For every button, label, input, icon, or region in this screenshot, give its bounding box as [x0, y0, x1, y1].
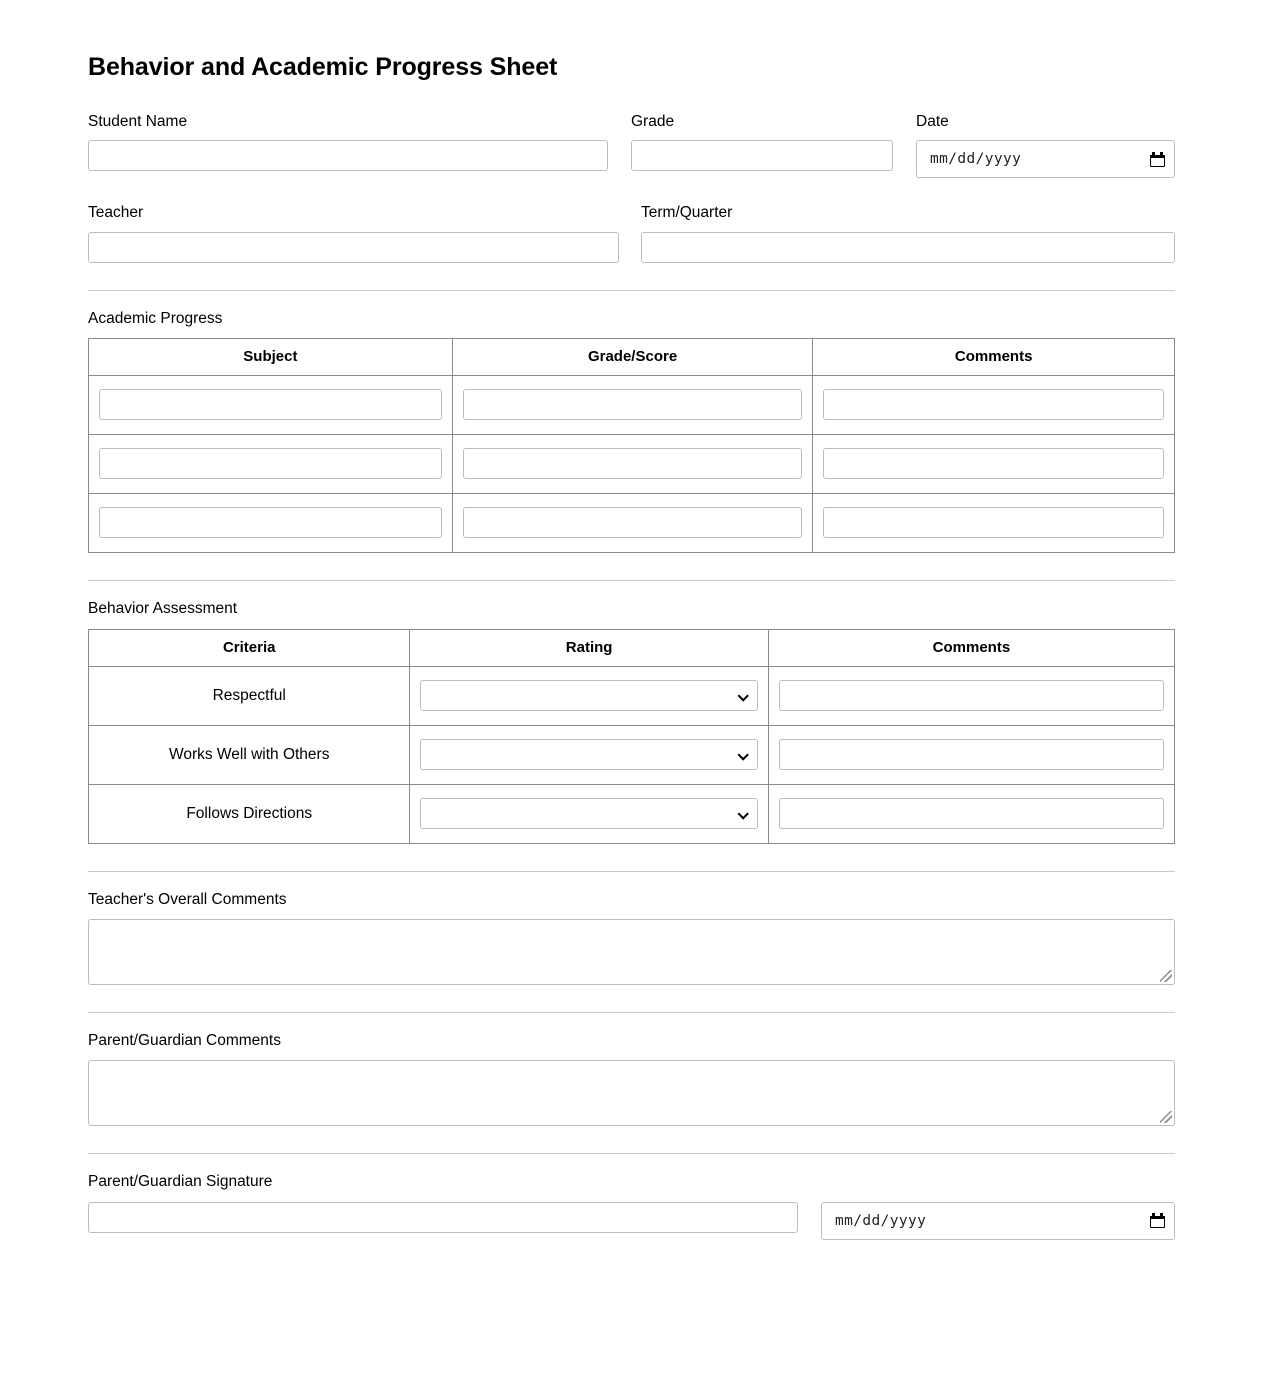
- academic-progress-table: [88, 338, 1175, 553]
- section-parent-comments: [88, 1013, 1175, 1126]
- table-row: [89, 494, 1175, 553]
- table-header-row: [89, 339, 1175, 376]
- cell-subject: [89, 494, 453, 553]
- calendar-icon[interactable]: [1150, 152, 1165, 167]
- teacher-input[interactable]: [88, 232, 619, 263]
- academic-subject-input-1[interactable]: [99, 389, 442, 420]
- criteria-label-respectful: Respectful: [89, 666, 410, 725]
- behavior-comments-input-works-well-with-others[interactable]: [779, 739, 1164, 770]
- field-teacher: [88, 203, 619, 262]
- cell-comments: [813, 435, 1175, 494]
- teacher-comments-label: Teacher's Overall Comments: [88, 890, 287, 908]
- rating-select-follows-directions[interactable]: [420, 798, 757, 829]
- academic-subject-input-2[interactable]: [99, 448, 442, 479]
- teacher-comments-textarea[interactable]: [88, 919, 1175, 985]
- chevron-down-icon: [739, 751, 748, 757]
- table-header-row: [89, 629, 1175, 666]
- table-row: [89, 376, 1175, 435]
- section-signature: [88, 1154, 1175, 1239]
- cell-comments: [768, 666, 1174, 725]
- column-header-subject: Subject: [89, 339, 453, 376]
- term-quarter-label: Term/Quarter: [641, 204, 733, 222]
- student-name-input[interactable]: [88, 140, 608, 171]
- resize-handle-icon[interactable]: [1160, 970, 1172, 982]
- column-header-comments: Comments: [813, 339, 1175, 376]
- signature-input[interactable]: [88, 1202, 798, 1233]
- cell-grade-score: [452, 376, 813, 435]
- behavior-assessment-table: [88, 629, 1175, 844]
- section-teacher-comments: [88, 872, 1175, 985]
- resize-handle-icon[interactable]: [1160, 1111, 1172, 1123]
- cell-comments: [768, 725, 1174, 784]
- date-input[interactable]: [916, 140, 1175, 178]
- criteria-label-works-well-with-others: Works Well with Others: [89, 725, 410, 784]
- date-label: Date: [916, 113, 949, 130]
- parent-comments-label: Parent/Guardian Comments: [88, 1031, 281, 1049]
- header-row-primary: [88, 112, 1175, 178]
- cell-subject: [89, 435, 453, 494]
- criteria-label-follows-directions: Follows Directions: [89, 784, 410, 843]
- section-academic-progress: [88, 291, 1175, 553]
- signature-date-placeholder: mm/dd/yyyy: [835, 1212, 927, 1229]
- chevron-down-icon: [739, 810, 748, 816]
- column-header-comments: Comments: [768, 629, 1174, 666]
- academic-grade-input-3[interactable]: [463, 507, 803, 538]
- field-grade: [631, 112, 893, 171]
- rating-select-respectful[interactable]: [420, 680, 757, 711]
- academic-comments-input-2[interactable]: [823, 448, 1164, 479]
- behavior-assessment-label: Behavior Assessment: [88, 600, 238, 618]
- cell-grade-score: [452, 435, 813, 494]
- page-title: Behavior and Academic Progress Sheet: [88, 53, 558, 81]
- grade-label: Grade: [631, 113, 675, 130]
- cell-comments: [813, 376, 1175, 435]
- header-row-secondary: [88, 203, 1175, 262]
- grade-input[interactable]: [631, 140, 893, 171]
- cell-rating: [410, 725, 768, 784]
- cell-subject: [89, 376, 453, 435]
- field-signature: [88, 1202, 798, 1233]
- academic-subject-input-3[interactable]: [99, 507, 442, 538]
- cell-rating: [410, 666, 768, 725]
- cell-rating: [410, 784, 768, 843]
- academic-grade-input-2[interactable]: [463, 448, 803, 479]
- signature-row: [88, 1202, 1175, 1240]
- cell-comments: [768, 784, 1174, 843]
- rating-select-works-well-with-others[interactable]: [420, 739, 757, 770]
- field-term-quarter: [641, 203, 1175, 262]
- table-row: [89, 435, 1175, 494]
- student-name-label: Student Name: [88, 113, 188, 130]
- table-row: [89, 725, 1175, 784]
- parent-comments-textarea[interactable]: [88, 1060, 1175, 1126]
- academic-grade-input-1[interactable]: [463, 389, 803, 420]
- date-placeholder: mm/dd/yyyy: [930, 151, 1022, 168]
- cell-grade-score: [452, 494, 813, 553]
- teacher-label: Teacher: [88, 204, 144, 222]
- section-behavior-assessment: [88, 581, 1175, 843]
- field-signature-date: [821, 1202, 1175, 1240]
- column-header-grade-score: Grade/Score: [452, 339, 813, 376]
- column-header-rating: Rating: [410, 629, 768, 666]
- signature-label: Parent/Guardian Signature: [88, 1173, 273, 1191]
- academic-progress-label: Academic Progress: [88, 309, 223, 327]
- field-date: [916, 112, 1175, 178]
- field-student-name: [88, 112, 608, 171]
- behavior-comments-input-respectful[interactable]: [779, 680, 1164, 711]
- behavior-comments-input-follows-directions[interactable]: [779, 798, 1164, 829]
- table-row: [89, 666, 1175, 725]
- calendar-icon[interactable]: [1150, 1213, 1165, 1228]
- column-header-criteria: Criteria: [89, 629, 410, 666]
- academic-comments-input-3[interactable]: [823, 507, 1164, 538]
- chevron-down-icon: [739, 692, 748, 698]
- cell-comments: [813, 494, 1175, 553]
- signature-date-input[interactable]: [821, 1202, 1175, 1240]
- table-row: [89, 784, 1175, 843]
- term-quarter-input[interactable]: [641, 232, 1175, 263]
- academic-comments-input-1[interactable]: [823, 389, 1164, 420]
